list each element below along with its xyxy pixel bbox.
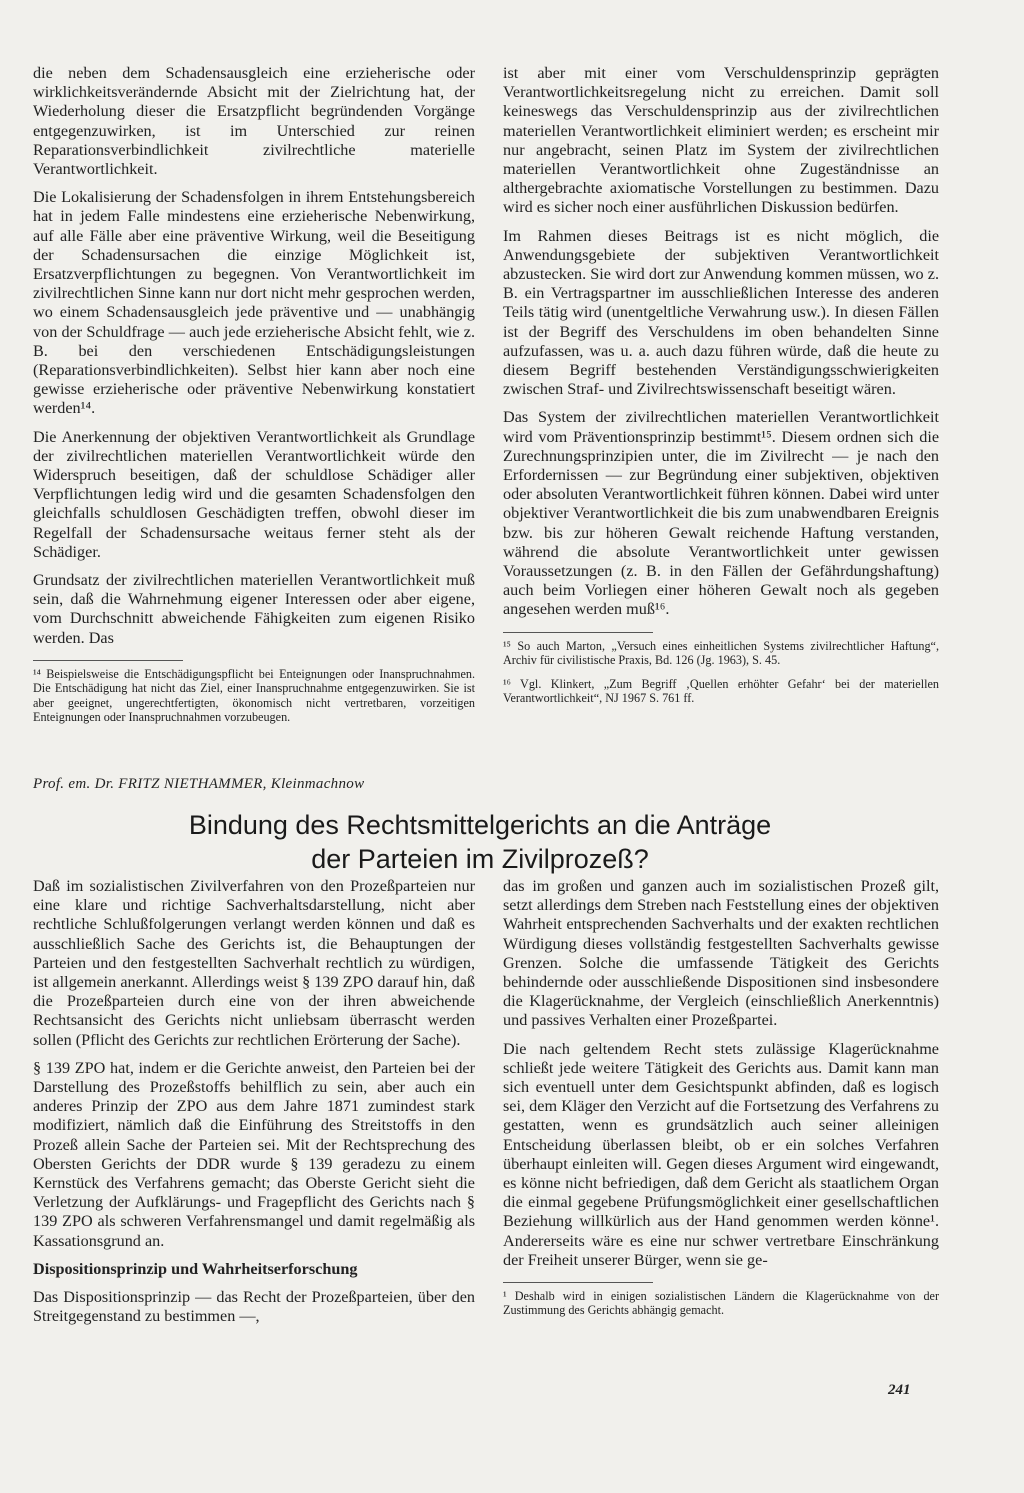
footnote-1: ¹ Deshalb wird in einigen sozialistischen Ländern die Klagerücknahme von der Zustimmung des Gerichts abhängig gemacht. (503, 1289, 939, 1318)
page-number: 241 (888, 1382, 911, 1398)
section-heading: Dispositionsprinzip und Wahrheitserforschung (33, 1259, 358, 1278)
column-top-right (503, 64, 939, 714)
article-author: Prof. em. Dr. FRITZ NIETHAMMER, Kleinmachnow (33, 776, 365, 792)
footnote-16: ¹⁶ Vgl. Klinkert, „Zum Begriff ‚Quellen erhöhter Gefahr‘ bei der materiellen Verantwortlichkeit“, NJ 1967 S. 761 ff. (503, 676, 939, 705)
column-bottom-right (503, 877, 939, 1327)
paragraph: das im großen und ganzen auch im sozialistischen Prozeß gilt, setzt allerdings dem Streben nach Feststellung eines der objektiven Wahrheit entsprechenden Sachverhalts und der exakten rechtlichen Würdigung dieses vollständig festgestellten Sachverhalts gewisse Grenzen. Solche die umfassende Tätigkeit des Gerichts behindernde oder ausschließende Dispositionen sind insbesondere die Klagerücknahme, der Vergleich (einschließlich Anerkenntnis) und passives Verhalten einer Prozeßpartei. (503, 877, 939, 1030)
footnote-14: ¹⁴ Beispielsweise die Entschädigungspflicht bei Enteignungen oder Inanspruchnahmen. Die Entschädigung hat nicht das Ziel, einer Inanspruchnahme entgegenzuwirken. Sie ist aber geeignet, ungerechtfertigten, ökonomisch nicht vertretbaren, vorzeitigen Enteignungen oder Inanspruchnahmen vorzubeugen. (33, 666, 475, 725)
paragraph: § 139 ZPO hat, indem er die Gerichte anweist, den Parteien bei der Darstellung des Prozeßstoffs behilflich zu sein, aber auch ein anderes Prinzip der ZPO aus dem Jahre 1871 zumindest stark modifiziert, nämlich daß die Einführung des Streitstoffs in den Prozeß allein Sache der Parteien sei. Mit der Rechtsprechung des Obersten Gerichts der DDR wurde § 139 geradezu zu einem Kernstück des Verfahrens gemacht; das Oberste Gericht sieht die Verletzung der Aufklärungs- und Fragepflicht des Gerichts nach § 139 ZPO als schweren Verfahrensmangel und damit regelmäßig als Kassationsgrund an. (33, 1058, 475, 1250)
paragraph: Die Anerkennung der objektiven Verantwortlichkeit als Grundlage der zivilrechtlichen materiellen Verantwortlichkeit würde den Widerspruch beseitigen, daß der schuldlose Schädiger aller Verpflichtungen ledig wird und die gesamten Schadensfolgen den gleichfalls schuldlosen Geschädigten treffen, obwohl dieser im Regelfall der Schadensursache weitaus ferner steht als der Schädiger. (33, 427, 475, 561)
paragraph: die neben dem Schadensausgleich eine erzieherische oder wirklichkeitsverändernde Absicht mit der Zielrichtung hat, der Wiederholung dieser die Ersatzpflicht begründenden Vorgänge entgegenzuwirken, ist im Unterschied zur reinen Reparationsverbindlichkeit zivilrechtliche materielle Verantwortlichkeit. (33, 64, 475, 179)
paragraph: ist aber mit einer vom Verschuldensprinzip geprägten Verantwortlichkeitsregelung nicht zu erreichen. Damit soll keineswegs das Verschuldensprinzip aus der zivilrechtlichen materiellen Verantwortlichkeit eliminiert werden; es erscheint mir nur angebracht, seinen Platz im System der zivilrechtlichen materiellen Verantwortlichkeit ohne Zugeständnisse an althergebrachte axiomatische Vorstellungen zu bestimmen. Dazu wird es sicher noch einer ausführlichen Diskussion bedürfen. (503, 64, 939, 217)
column-top-left (33, 64, 475, 734)
article-title-line: der Parteien im Zivilprozeß? (311, 844, 649, 874)
paragraph: Das Dispositionsprinzip — das Recht der Prozeßparteien, über den Streitgegenstand zu bestimmen —, (33, 1288, 475, 1326)
paragraph: Grundsatz der zivilrechtlichen materiellen Verantwortlichkeit muß sein, daß die Wahrnehmung eigener Interessen oder aber eigene, vom Durchschnitt abweichende Fähigkeiten zum eigenen Risiko werden. Das (33, 571, 475, 647)
footnote-15: ¹⁵ So auch Marton, „Versuch eines einheitlichen Systems zivilrechtlicher Haftung“, Archiv für civilistische Praxis, Bd. 126 (Jg. 1963), S. 45. (503, 638, 939, 668)
paragraph: Die Lokalisierung der Schadensfolgen in ihrem Entstehungsbereich hat in jedem Falle mindestens eine erzieherische Nebenwirkung, auf alle Fälle aber eine präventive Wirkung, weil die Beseitigung der Schadensursachen die einzige Möglichkeit ist, Ersatzverpflichtungen zu begegnen. Von Verantwortlichkeit im zivilrechtlichen Sinne kann nur dort nicht mehr gesprochen werden, wo einem Schadensausgleich jede präventive und — unabhängig von der Schuldfrage — auch jede erzieherische Absicht fehlt, wie z. B. bei den verschiedenen Entschädigungsleistungen (Reparationsverbindlichkeiten). Selbst hier kann aber noch eine gewisse erzieherische oder präventive Nebenwirkung konstatiert werden¹⁴. (33, 188, 475, 418)
paragraph: Daß im sozialistischen Zivilverfahren von den Prozeßparteien nur eine klare und richtige Sachverhaltsdarstellung, nicht aber rechtliche Schlußfolgerungen verlangt werden können und daß es ausschließlich Sache des Gerichts ist, die Behauptungen der Parteien und den festgestellten Sachverhalt rechtlich zu würdigen, ist allgemein anerkannt. Allerdings weist § 139 ZPO darauf hin, daß die Prozeßparteien durch eine von der ihren abweichende Rechtsansicht des Gerichts nicht unliebsam überrascht werden sollen (Pflicht des Gerichts zur rechtlichen Erörterung der Sache). (33, 877, 475, 1049)
paragraph: Das System der zivilrechtlichen materiellen Verantwortlichkeit wird vom Präventionsprinzip bestimmt¹⁵. Diesem ordnen sich die Zurechnungsprinzipien unter, die im Zivilrecht — je nach den Erfordernissen — zur Begründung einer subjektiven, objektiven oder absoluten Verantwortlichkeit führen können. Dabei wird unter objektiver Verantwortlichkeit die bis zum unabwendbaren Ereignis bzw. bis zur höheren Gewalt reichende Haftung verstanden, während die absolute Verantwortlichkeit unter gewissen Voraussetzungen (z. B. in den Fällen der Gefährdungshaftung) auch beim Vorliegen einer höheren Gewalt noch als gegeben angesehen werden muß¹⁶. (503, 408, 939, 619)
column-bottom-left (33, 877, 475, 1335)
footnote-rule (33, 660, 183, 661)
footnote-rule (503, 1282, 653, 1283)
article-title (120, 808, 840, 876)
paragraph: Die nach geltendem Recht stets zulässige Klagerücknahme schließt jede weitere Tätigkeit des Gerichts aus. Damit kann man sich eventuell unter dem Gesichtspunkt abfinden, daß es logisch sei, dem Kläger den Verzicht auf die Fortsetzung des Verfahrens zu gestatten, wenn es grundsätzlich auch seiner alleinigen Entscheidung überlassen bleibt, ob er ein solches Verfahren überhaupt einleiten will. Gegen dieses Argument wird eingewandt, es könne nicht befriedigen, daß dem Gericht als staatlichem Organ die einmal gegebene Prüfungsmöglichkeit einer gesellschaftlichen Beziehung willkürlich aus der Hand genommen werden könne¹. Andererseits wäre es eine nur schwer vertretbare Einschränkung der Freiheit unserer Bürger, wenn sie ge- (503, 1039, 939, 1269)
article-title-line: Bindung des Rechtsmittelgerichts an die Anträge (188, 810, 772, 840)
paragraph: Im Rahmen dieses Beitrags ist es nicht möglich, die Anwendungsgebiete der subjektiven Verantwortlichkeit abzustecken. Sie wird dort zur Anwendung kommen müssen, wo z. B. ein Vertragspartner im ausschließlichen Interesse des anderen Teils tätig wird (unentgeltliche Verwahrung usw.). In diesen Fällen ist der Begriff des Verschuldens im oben behandelten Sinne aufzufassen, was u. a. auch dazu führen würde, daß die heute zu diesem Begriff bestehenden Verständigungsschwierigkeiten zwischen Straf- und Zivilrechtswissenschaft beseitigt wären. (503, 226, 939, 399)
footnote-rule (503, 632, 653, 633)
